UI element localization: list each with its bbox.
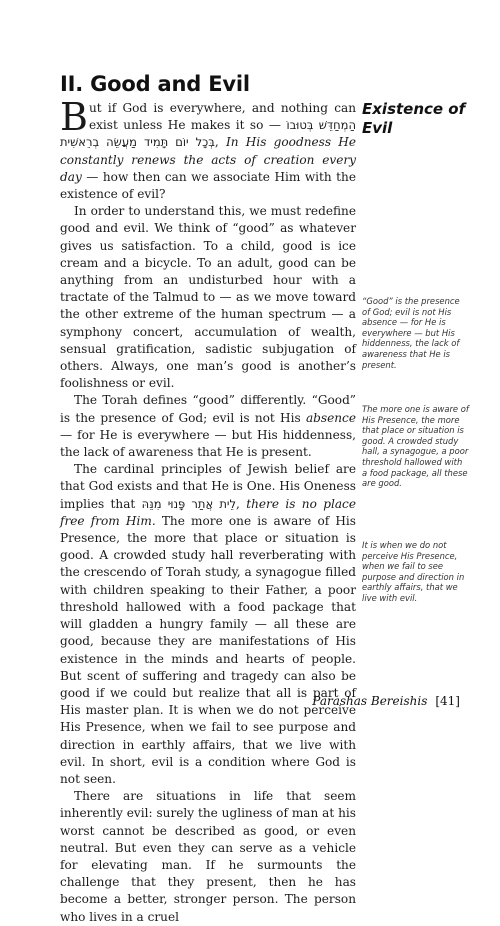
page-number: [41] bbox=[435, 694, 460, 708]
running-title: Parashas Bereishis bbox=[312, 694, 428, 708]
paragraph-3 bbox=[60, 392, 356, 461]
paragraph-1-lead: ut if God is everywhere, and nothing can exist unless He makes it so — bbox=[88, 101, 356, 133]
drop-cap: B bbox=[60, 95, 88, 139]
translation-1: In His goodness He constantly renews the acts of creation every day bbox=[60, 135, 356, 184]
margin-note-1: “Good” is the presence of God; evil is not His absence — for He is everywhere — but His hiddenness, the lack of awareness that He is present. bbox=[362, 296, 460, 370]
paragraph-3-emphasis: absence bbox=[305, 410, 356, 425]
translation-2: there is no place free from Him. bbox=[60, 496, 356, 528]
paragraph-1: But if God is everywhere, and nothing can exist unless He makes it so — הַמְחַדֵּשׁ בְּטוּבוֹ בְּכָל יוֹם תָּמִיד מַעֲשֵׂה בְרֵאשִׁית, In His goodness He constantly renews the acts of creation every day — how then can we associate Him with the existence of evil? bbox=[60, 95, 356, 202]
page-footer bbox=[312, 694, 460, 708]
paragraph-3-a: The Torah defines “good” differently. “Good” is the presence of God; evil is not His bbox=[60, 393, 356, 425]
margin-note-3: It is when we do not perceive His Presence, when we fail to see purpose and direction in earthly affairs, that we live with evil. bbox=[362, 540, 465, 603]
paragraph-5: There are situations in life that seem inherently evil: surely the ugliness of man at his worst cannot be described as good, or even neutral. But even they can serve as a vehicle for elevating man. If he surmounts the challenge that they present, then he has become a better, stronger person. The person who lives in a cruel bbox=[60, 789, 356, 924]
paragraph-1-tail: — how then can we associate Him with the existence of evil? bbox=[60, 169, 356, 202]
paragraph-4: The cardinal principles of Jewish belief are that God exists and that He is One. His Oneness implies that לֵית אֲתַר פָּנוּי מִנֵּהּ, there is no place free from Him. The more one is aware of His Presence, the more that place or situation is good. A crowded study hall reverberating with the crescendo of Torah study, a synagogue filled with children speaking to their Father, a poor threshold hallowed with a food package that will gladden a hungry family — all these are good, because they are manifestations of His existence in the minds and hearts of people. But scent of suffering and tragedy can also be good if we could but realize that all is part of His master plan. It is when we do not perceive His Presence, when we fail to see purpose and direction in earthly affairs, that we live with evil. In short, evil is a condition where God is not seen. bbox=[60, 462, 357, 786]
chapter-title: II. Good and Evil bbox=[60, 72, 250, 97]
paragraph-4-b: The more one is aware of His Presence, the more that place or situation is good. A crowded study hall reverberating with the crescendo of Torah study, a synagogue filled with children speaking to their Father, a poor threshold hallowed with a food package that will gladden a hungry family — all these are good, because they are manifestations of His existence in the minds and hearts of people. But scent of suffering and tragedy can also be good if we could but realize that all is part of His master plan. It is when we do not perceive His Presence, when we fail to see purpose and direction in earthly affairs, that we live with evil. In short, evil is a condition where God is not seen. bbox=[60, 513, 357, 786]
main-text-column bbox=[60, 95, 357, 926]
sidebar-heading: Existence of Evil bbox=[362, 100, 466, 137]
hebrew-quote-1: הַמְחַדֵּשׁ בְּטוּבוֹ בְּכָל יוֹם תָּמִיד מַעֲשֵׂה בְרֵאשִׁית bbox=[60, 118, 356, 150]
hebrew-quote-2: לֵית אֲתַר פָּנוּי מִנֵּהּ bbox=[141, 496, 237, 511]
paragraph-2: In order to understand this, we must redefine good and evil. We think of “good” as whatever gives us satisfaction. To a child, good is ice cream and a bicycle. To an adult, good can be anything from an undisturbed hour with a tractate of the Talmud to — as we move toward the other extreme of the human spectrum — a symphony concert, accumulation of wealth, sensual gratification, sadistic subjugation of others. Always, one man’s good is another’s foolishness or evil. bbox=[60, 204, 356, 391]
paragraph-3-b: — for He is everywhere — but His hiddenness, the lack of awareness that He is present. bbox=[60, 427, 356, 460]
paragraph-4-a: The cardinal principles of Jewish belief are that God exists and that He is One. His Oneness implies that bbox=[60, 462, 356, 511]
margin-note-2: The more one is aware of His Presence, the more that place or situation is good. A crowded study hall, a synagogue, a poor threshold hallowed with a food package, all these are good. bbox=[362, 404, 469, 489]
